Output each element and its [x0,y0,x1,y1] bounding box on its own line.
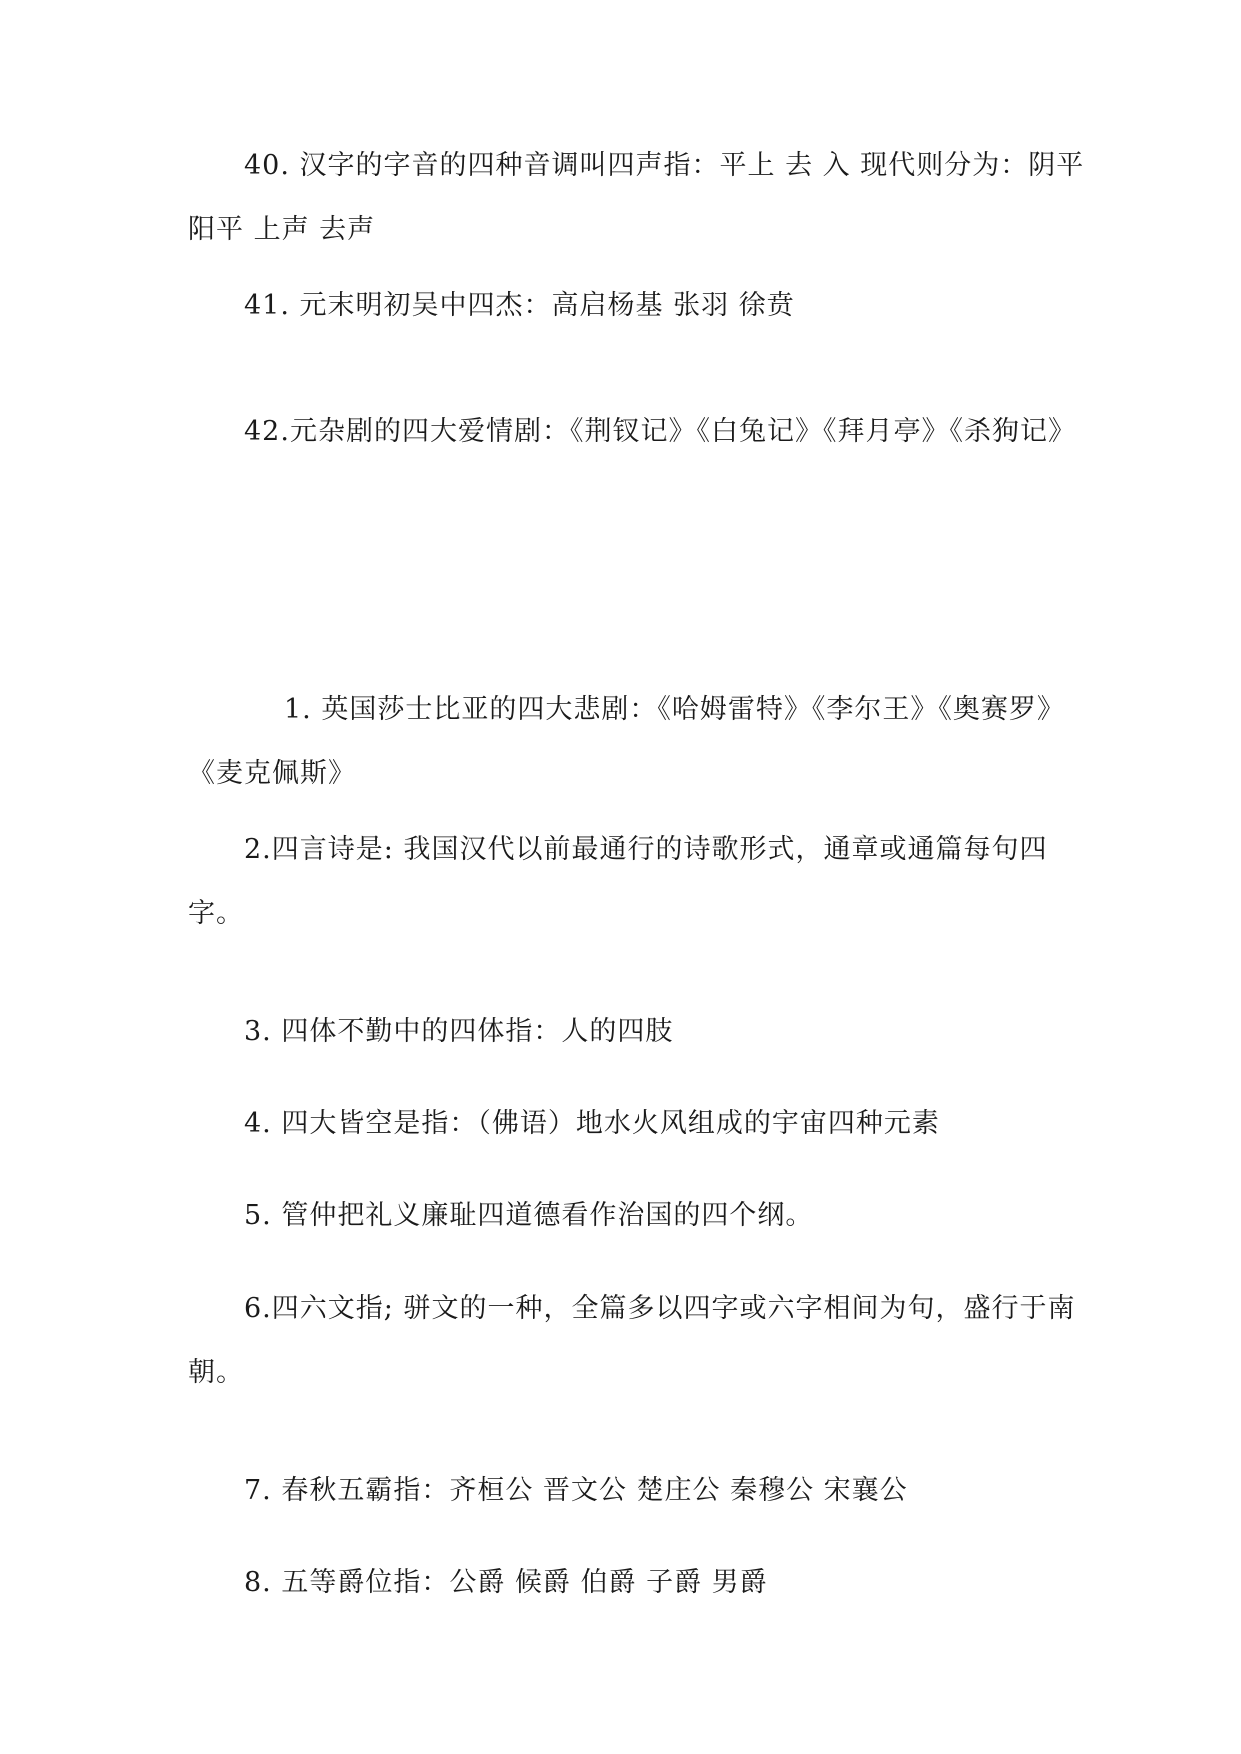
paragraph-40: 40. 汉字的字音的四种音调叫四声指：平上 去 入 现代则分为：阴平 阳平 上声 去声 [188,150,1085,245]
paragraph-1: 1. 英国莎士比亚的四大悲剧：《哈姆雷特》《李尔王》《奥赛罗》《麦克佩斯》 [188,694,1065,789]
paragraph-4: 4. 四大皆空是指：（佛语）地水火风组成的宇宙四种元素 [244,1108,940,1139]
paragraph-5: 5. 管仲把礼义廉耻四道德看作治国的四个纲。 [244,1200,814,1231]
paragraph-8: 8. 五等爵位指：公爵 候爵 伯爵 子爵 男爵 [244,1567,768,1598]
paragraph-41: 41. 元末明初吴中四杰：高启杨基 张羽 徐贲 [244,290,795,321]
paragraph-3: 3. 四体不勤中的四体指：人的四肢 [244,1016,674,1047]
paragraph-2: 2.四言诗是: 我国汉代以前最通行的诗歌形式，通章或通篇每句四字。 [188,834,1048,929]
paragraph-7: 7. 春秋五霸指：齐桓公 晋文公 楚庄公 秦穆公 宋襄公 [244,1475,908,1506]
paragraph-6: 6.四六文指; 骈文的一种，全篇多以四字或六字相间为句，盛行于南朝。 [188,1293,1076,1388]
paragraph-42: 42.元杂剧的四大爱情剧：《荆钗记》《白兔记》《拜月亭》《杀狗记》 [244,416,1076,447]
